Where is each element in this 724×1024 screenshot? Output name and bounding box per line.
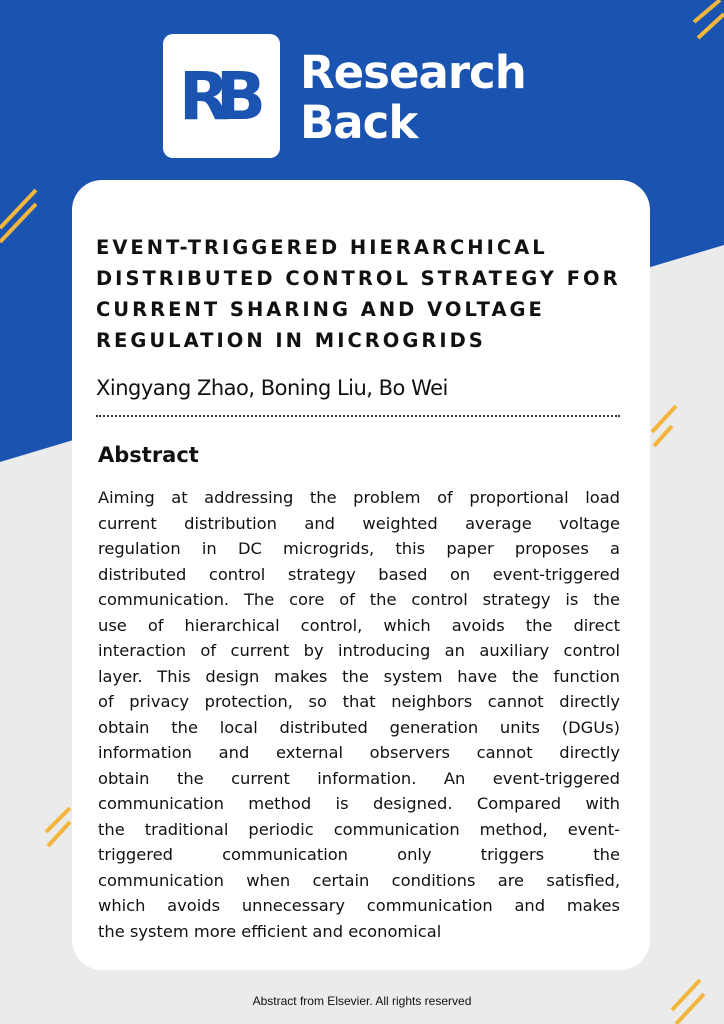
abstract-heading: Abstract	[98, 443, 199, 467]
abstract-line: communication method is designed. Compared with	[98, 794, 620, 813]
abstract-line: obtain the current information. An event-triggered	[98, 768, 620, 788]
abstract-line: distributed control strategy based on event-triggered	[98, 564, 620, 584]
logo-mark: RB	[163, 34, 280, 158]
abstract-line: communication. The core of the control strategy is the	[98, 590, 620, 609]
abstract-line: interaction of current by introducing an auxiliary control	[98, 641, 620, 660]
abstract-line: Aiming at addressing the problem of proportional load	[98, 488, 620, 507]
abstract-line: the system more efficient and economical	[98, 921, 442, 941]
abstract-text	[98, 485, 620, 944]
abstract-line: regulation in DC microgrids, this paper proposes a	[98, 539, 620, 558]
abstract-line: which avoids unnecessary communication and makes	[98, 896, 620, 915]
footer-credit: Abstract from Elsevier. All rights reserved	[252, 994, 472, 1008]
abstract-line: current distribution and weighted average voltage	[98, 513, 620, 533]
abstract-line: the traditional periodic communication method, event-	[98, 819, 620, 839]
abstract-line: use of hierarchical control, which avoids the direct	[98, 615, 620, 635]
paper-title: EVENT-TRIGGERED HIERARCHICAL DISTRIBUTED CONTROL STRATEGY FOR CURRENT SHARING AND VOLTAGE REGULATION IN MICROGRIDS	[96, 236, 621, 352]
abstract-line: layer. This design makes the system have the function	[98, 666, 620, 686]
authors: Xingyang Zhao, Boning Liu, Bo Wei	[96, 376, 448, 400]
brand-name: Research Back	[300, 46, 526, 149]
abstract-line: triggered communication only triggers the	[98, 845, 620, 864]
abstract-line: obtain the local distributed generation units (DGUs)	[98, 717, 620, 737]
abstract-line: of privacy protection, so that neighbors cannot directly	[98, 692, 620, 711]
abstract-line: communication when certain conditions are satisfied,	[98, 870, 620, 890]
abstract-line: information and external observers cannot directly	[98, 743, 620, 762]
dotted-divider	[96, 415, 620, 417]
